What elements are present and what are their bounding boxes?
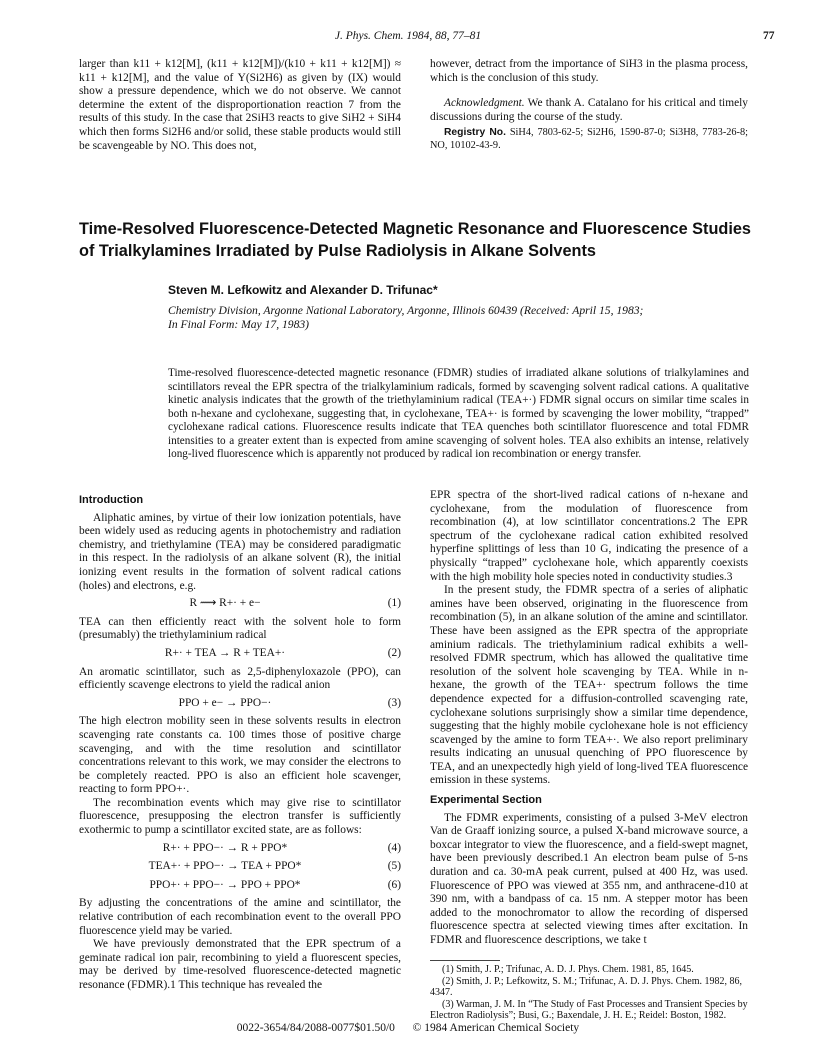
acknowledgment [430,97,748,124]
article-title: Time-Resolved Fluorescence-Detected Magnetic Resonance and Fluorescence Studies of Trialkylamines Irradiated by Pulse Radiolysis in Alkane Solvents [79,220,751,260]
intro-paragraph-1: Aliphatic amines, by virtue of their low ionization potentials, have been widely used as reducing agents in photochemistry and radiation chemistry, and triethylamine (TEA) may be considered paradigmatic in this respect. In the radiolysis of an alkane solvent (R), the initial ionizing event results in the formation of solvent radical cations (holes) and electrons, e.g. [79,511,401,592]
intro-paragraph-4: The high electron mobility seen in these solvents results in electron scavenging rate constants ca. 100 times those of positive charge scavenging, and with the time resolution and scintillator concentrations relevant to this work, we may consider the electrons to be completely reacted. PPO is also an efficient hole scavenger, reacting to form PPO+·. [79,715,401,796]
equation-3-number: (3) [387,696,401,709]
intro-paragraph-6: By adjusting the concentrations of the amine and scintillator, the relative contribution of each recombination event to the overall PPO fluorescence yield may be varied. [79,897,401,937]
equation-2 [79,647,401,661]
equation-6-number: (6) [387,878,401,891]
footer-code: 0022-3654/84/2088-0077$01.50/0 [236,1022,395,1034]
prev-article-left-text: larger than k11 + k12[M], (k11 + k12[M])/(k10 + k11 + k12[M]) ≈ k11 + k12[M], and the value of Y(Si2H6) as given by (IX) would show a pressure dependence, which we do not observe. We cannot determine the extent of the disproportionation reaction 7 from the results of this study. In the case that 2SiH3 reacts to give SiH2 + SiH4 which then forms Si2H6 and/or solid, these stable products would still be scavengeable by NO. This does not, [79,58,401,152]
prev-article-right-text: however, detract from the importance of SiH3 in the plasma process, which is the conclusion of this study. [430,58,748,84]
right-paragraph-2: In the present study, the FDMR spectra of a series of aliphatic amines have been observed, originating in the fluorescence from recombination (5), in an alkane solution of the amine and scintillator. These have been assigned as the EPR spectra of the appropriate aminium radicals. The triethylaminium radical exhibits a well-resolved FDMR spectrum, which has allowed the qualitative time resolution of the solvent hole scavenging by TEA. While in n-hexane, the growth of the TEA+· spectrum follows the time dependence expected for a diffusion-controlled scavenging rate, cyclohexane solutions surprisingly show a similar time dependence, suggesting that the highly mobile cyclohexane hole is not efficiency scavenged by the amine to form TEA+·. We also report preliminary results indicating an unusual quenching of PPO fluorescence by TEA, and an unexpectedly high yield of long-lived TEA fluorescence emission in these systems. [430,584,748,787]
equation-1-number: (1) [387,597,401,610]
footnote-2: (2) Smith, J. P.; Lefkowitz, S. M.; Trifunac, A. D. J. Phys. Chem. 1982, 86, 4347. [430,975,743,998]
experimental-paragraph-1: The FDMR experiments, consisting of a pulsed 3-MeV electron Van de Graaff ionizing source, a pulsed X-band microwave source, a boxcar integrator to view the fluorescence, and a field-swept magnet, have been previously described.1 An electron beam pulse of 5-ns duration and ca. 30-mA peak current, pulsed at 400 Hz, was used. Fluorescence of PPO was viewed at 355 nm, and anthracene-d10 at 390 nm, with a bandpass of ca. 15 nm. A stepper motor has been added to the monochromator to allow the recording of dispersed fluorescence spectra at selected viewing times after excitation. In FDMR and fluorescence descriptions, we take t [430,811,748,946]
equation-2-number: (2) [387,646,401,659]
equation-1 [79,597,401,611]
registry-label: Registry No. [444,127,506,139]
experimental-heading: Experimental Section [430,794,542,807]
acknowledgment-text: We thank A. Catalano for his critical and timely discussions during the course of the study. [430,97,748,123]
body-right-column [430,489,748,948]
article-abstract: Time-resolved fluorescence-detected magnetic resonance (FDMR) studies of irradiated alkane solutions of trialkylamines and scintillators reveal the EPR spectra of the trialkylaminium radicals, formed by scavenging solvent radical cations. A qualitative kinetic analysis indicates that the growth of the triethylaminium radical (TEA+·) FDMR signal occurs on similar time scales in both n-hexane and cyclohexane, suggesting that, in cyclohexane, TEA+· is formed by scavenging the lower mobility, “trapped” cyclohexane radical cations. Fluorescence results indicate that TEA quenches both scintillator fluorescence and total FDMR intensities to a greater extent than is expected from amine scavenging of solvent holes. TEA also exhibits an intense, relatively long-lived fluorescence which is apparently not produced by radical ion recombination or energy transfer. [168,367,749,460]
acknowledgment-label: Acknowledgment. [444,97,525,110]
equation-5-number: (5) [387,860,401,873]
right-paragraph-1: EPR spectra of the short-lived radical cations of n-hexane and cyclohexane, from the modulation of fluorescence from recombination (4), at low scintillator concentrations.2 The EPR spectrum of the cyclohexane radical cation exhibited resolved hyperfine splittings of less than 10 G, indicating the presence of a physically “trapped” cyclohexane hole, which apparently coexists with the high mobility hole species noted in conductivity studies.3 [430,489,748,583]
page-number: 77 [763,30,775,42]
prev-article-right [430,58,748,152]
equation-5 [79,860,401,874]
registry-numbers [430,127,748,152]
footnote-rule [430,960,500,961]
footnote-3: (3) Warman, J. M. In “The Study of Fast Processes and Transient Species by Electron Radiolysis”; Busi, G.; Baxendale, J. H. E.; Reidel: Boston, 1982. [430,998,748,1021]
equation-6-text: PPO+· + PPO−· → PPO + PPO* [149,878,301,891]
equation-4 [79,842,401,856]
affiliation-line-1: Chemistry Division, Argonne National Laboratory, Argonne, Illinois 60439 (Received: April 15, 1983; [168,304,644,317]
footer-copyright: © 1984 American Chemical Society [412,1022,580,1034]
intro-paragraph-2: TEA can then efficiently react with the solvent hole to form (presumably) the triethylaminium radical [79,615,401,642]
registry-text: SiH4, 7803-62-5; Si2H6, 1590-87-0; Si3H8, 7783-26-8; NO, 10102-43-9. [430,127,748,151]
footnotes [430,964,748,1022]
prev-article-left [79,58,401,153]
equation-1-text: R ⟿ R+· + e− [189,597,261,610]
page-footer [0,1022,816,1034]
intro-paragraph-7: We have previously demonstrated that the EPR spectrum of a geminate radical ion pair, recombining to yield a fluorescent species, may be derived by time-resolved fluorescence-detected magnetic resonance (FDMR).1 This technique has revealed the [79,938,401,991]
article-authors: Steven M. Lefkowitz and Alexander D. Trifunac* [168,283,438,297]
introduction-heading: Introduction [79,494,144,506]
intro-paragraph-5: The recombination events which may give rise to scintillator fluorescence, presupposing the electron transfer is sufficiently exothermic to pump a scintillator excited state, are as follows: [79,796,401,837]
article-affiliation [168,304,768,332]
equation-5-text: TEA+· + PPO−· → TEA + PPO* [148,860,302,873]
equation-3 [79,697,401,711]
equation-4-number: (4) [387,841,401,854]
intro-paragraph-3: An aromatic scintillator, such as 2,5-diphenyloxazole (PPO), can efficiently scavenge electrons to yield the radical anion [79,665,401,692]
footnote-1: (1) Smith, J. P.; Trifunac, A. D. J. Phys. Chem. 1981, 85, 1645. [442,964,694,975]
running-header: J. Phys. Chem. 1984, 88, 77–81 [334,30,482,42]
affiliation-line-2: In Final Form: May 17, 1983) [168,318,310,331]
equation-3-text: PPO + e− → PPO−· [178,696,272,709]
equation-6 [79,879,401,893]
body-left-column [79,489,401,993]
equation-4-text: R+· + PPO−· → R + PPO* [162,841,288,854]
equation-2-text: R+· + TEA → R + TEA+· [164,646,286,659]
